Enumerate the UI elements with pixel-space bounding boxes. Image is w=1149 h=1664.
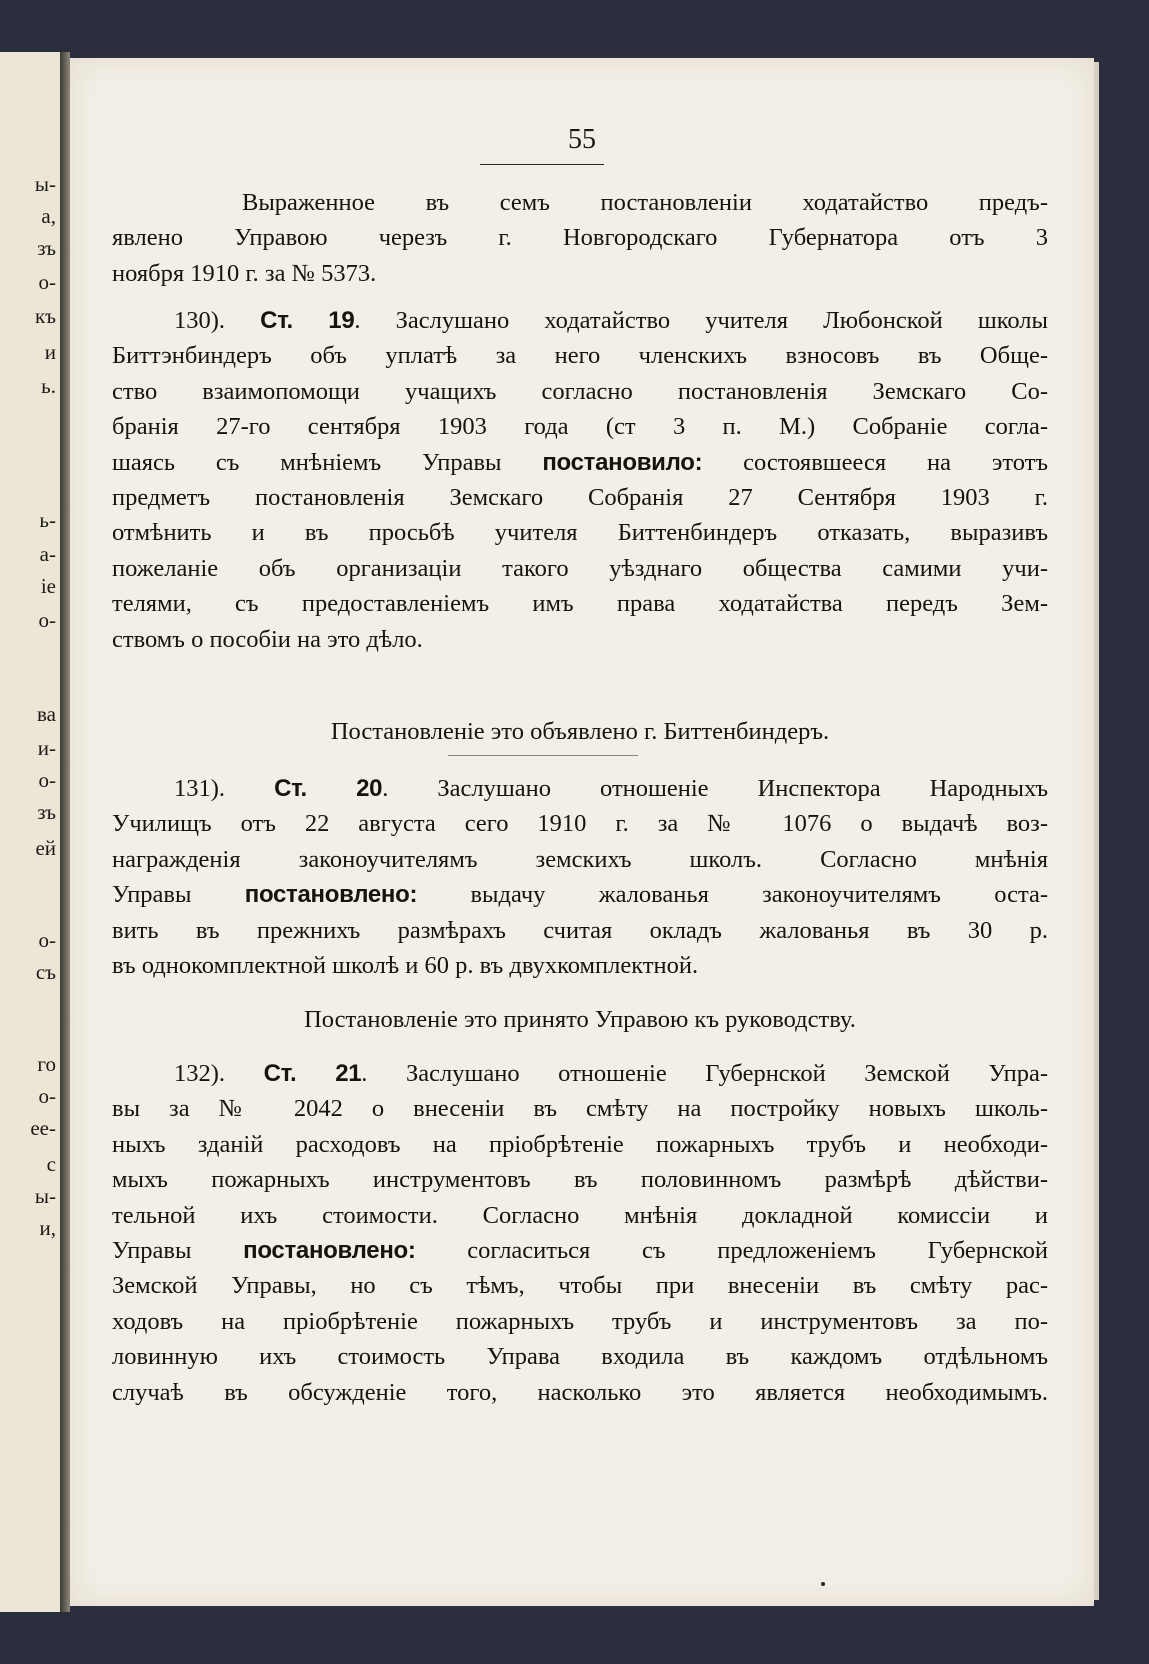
paragraph-intro <box>112 185 1048 291</box>
text-line: ловинную ихъ стоимость Управа входила въ каждомъ отдѣльномъ <box>112 1343 1048 1371</box>
text-line: отмѣнить и въ просьбѣ учителя Биттенбиндеръ отказать, выразивъ <box>112 519 1048 547</box>
text-line: тельной ихъ стоимости. Согласно мнѣнiя докладной комиссiи и <box>112 1201 1048 1229</box>
text-line <box>112 771 1048 806</box>
article-number: Ст. 19 <box>260 307 355 334</box>
text-line <box>112 877 1048 912</box>
left-page-fragment: iе <box>40 574 56 598</box>
text-line: награжденiя законоучителямъ земскихъ школъ. Согласно мнѣнiя <box>112 845 1048 873</box>
left-page-fragment: с <box>46 1152 56 1176</box>
text-line <box>112 1056 1048 1091</box>
text-line: случаѣ въ обсужденiе того, насколько это является необходимымъ. <box>112 1378 1048 1406</box>
left-page-fragment: о- <box>38 270 56 294</box>
paragraph-item-132 <box>112 1056 1048 1410</box>
left-page-fragment: о- <box>38 928 56 952</box>
left-page-strip <box>0 52 62 1612</box>
left-page-fragment: ы- <box>34 172 56 196</box>
left-page-fragment: и- <box>37 736 56 760</box>
text-line: ноября 1910 г. за № 5373. <box>112 259 377 287</box>
text-fragment: . Заслушано ходатайство учителя Любонской школы <box>354 307 1048 334</box>
book-spine <box>60 52 70 1612</box>
left-page-fragment: съ <box>35 960 56 984</box>
left-page-fragment: го <box>37 1052 56 1076</box>
page-edge <box>1094 62 1099 1600</box>
text-line: пожеланiе объ организацiи такого уѣзднаго общества самими учи- <box>112 554 1048 582</box>
text-line <box>112 303 1048 338</box>
left-page-fragment: о- <box>38 608 56 632</box>
left-page-fragment: о- <box>38 768 56 792</box>
text-line: бранiя 27-го сентября 1903 года (ст 3 п. М.) Собранiе согла- <box>112 413 1048 441</box>
text-fragment: Управы <box>112 1236 192 1264</box>
text-line: ство взаимопомощи учащихъ согласно постановленiя Земскаго Со- <box>112 377 1048 405</box>
resolution-word: постановлено: <box>244 881 418 909</box>
text-fragment: согласиться съ предложенiемъ Губернской <box>467 1236 1049 1264</box>
item-number: 131). <box>174 775 226 802</box>
resolution-word: постановило: <box>542 448 703 476</box>
left-page-fragment: и <box>44 340 56 364</box>
item-number: 130). <box>174 307 226 334</box>
faint-rule <box>448 755 638 756</box>
text-line: мыхъ пожарныхъ инструментовъ въ половинномъ размѣрѣ дѣйстви- <box>112 1166 1048 1194</box>
notice-line: Постановленiе это объявлено г. Биттенбиндеръ. <box>330 718 830 745</box>
left-page-fragment: а, <box>41 204 56 228</box>
text-line: предметъ постановленiя Земскаго Собранiя 27 Сентября 1903 г. <box>112 483 1048 511</box>
resolution-word: постановлено: <box>243 1236 416 1264</box>
paragraph-item-130 <box>112 303 1048 657</box>
left-page-fragment: о- <box>38 1084 56 1108</box>
ink-speck <box>821 1582 825 1586</box>
item-number: 132). <box>174 1060 226 1087</box>
text-line: вы за № 2042 о внесенiи въ смѣту на постройку новыхъ школь- <box>112 1095 1048 1123</box>
text-line: ствомъ о пособiи на это дѣло. <box>112 625 423 653</box>
text-fragment: состоявшееся на этотъ <box>743 448 1049 476</box>
text-line <box>112 1233 1048 1268</box>
left-page-fragment: ь. <box>41 374 56 398</box>
text-line: ходовъ на прiобрѣтенiе пожарныхъ трубъ и инструментовъ за по- <box>112 1307 1048 1335</box>
left-page-fragment: зъ <box>37 800 56 824</box>
left-page-fragment: а- <box>39 542 56 566</box>
left-page-fragment: ее- <box>30 1116 56 1140</box>
notice-line: Постановленiе это принято Управою къ руководству. <box>304 1006 856 1033</box>
left-page-fragment: ва <box>37 702 56 726</box>
text-fragment: . Заслушано отношенiе Инспектора Народныхъ <box>382 775 1049 802</box>
paragraph-item-131 <box>112 771 1048 983</box>
text-line: телями, съ предоставленiемъ имъ права ходатайства передъ Зем- <box>112 590 1048 618</box>
article-number: Ст. 20 <box>274 775 383 802</box>
article-number: Ст. 21 <box>263 1060 362 1087</box>
left-page-fragment: ы- <box>34 1184 56 1208</box>
text-line: въ однокомплектной школѣ и 60 р. въ двухкомплектной. <box>112 951 699 979</box>
text-fragment: выдачу жалованья законоучителямъ оста- <box>470 881 1048 909</box>
text-fragment: . Заслушано отношенiе Губернской Земской Упра- <box>361 1060 1048 1087</box>
left-page-fragment: ей <box>35 836 56 860</box>
left-page-fragment: ь- <box>39 508 56 532</box>
left-page-fragment: къ <box>34 304 56 328</box>
text-line: Земской Управы, но съ тѣмъ, чтобы при внесенiи въ смѣту рас- <box>112 1272 1048 1300</box>
text-line: Биттэнбиндеръ объ уплатѣ за него членскихъ взносовъ въ Обще- <box>112 342 1048 370</box>
left-page-fragment: зъ <box>37 236 56 260</box>
book-page <box>70 58 1094 1606</box>
text-line: Училищъ отъ 22 августа сего 1910 г. за № 1076 о выдачѣ воз- <box>112 810 1048 838</box>
text-line: явлено Управою черезъ г. Новгородскаго Губернатора отъ 3 <box>112 224 1048 252</box>
text-line: Выраженное въ семъ постановленiи ходатайство предъ- <box>242 189 1048 216</box>
header-rule <box>480 164 604 165</box>
text-fragment: Управы <box>112 881 192 909</box>
text-line <box>112 445 1048 480</box>
text-line: ныхъ зданiй расходовъ на прiобрѣтенiе пожарныхъ трубъ и необходи- <box>112 1130 1048 1158</box>
left-page-fragment: и, <box>39 1216 56 1240</box>
text-line: вить въ прежнихъ размѣрахъ считая окладъ жалованья въ 30 р. <box>112 916 1048 944</box>
page-number: 55 <box>568 124 596 155</box>
text-fragment: шаясь съ мнѣнiемъ Управы <box>112 448 502 476</box>
